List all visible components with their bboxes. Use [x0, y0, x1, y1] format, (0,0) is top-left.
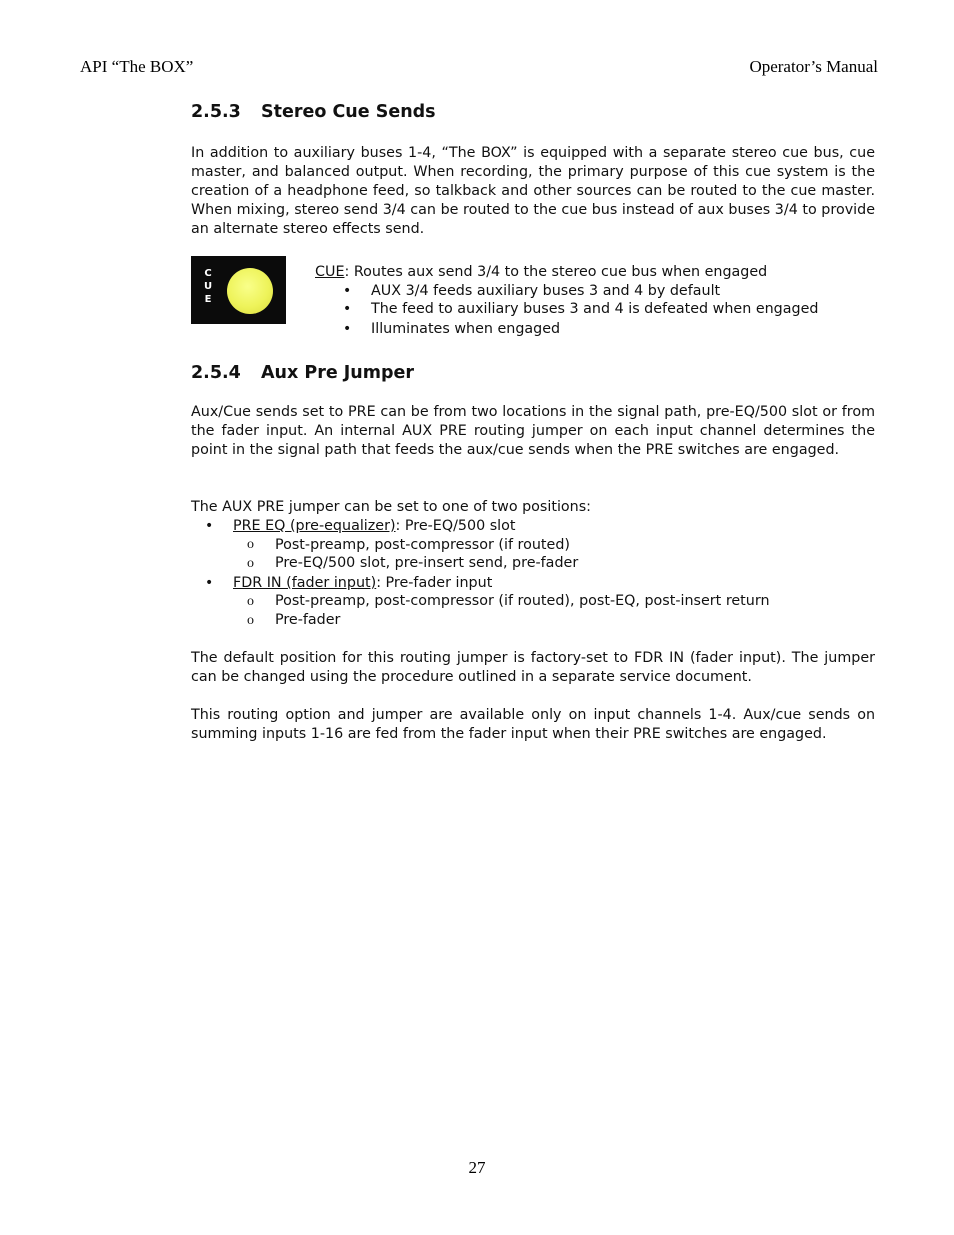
availability-paragraph: This routing option and jumper are available only on input channels 1-4. Aux/cue sends on summing inputs 1-16 are fed from the fader input when their PRE switches are engaged. [191, 707, 875, 742]
cue-button-letters: C U E [203, 268, 213, 305]
cue-desc-text: : Routes aux send 3/4 to the stereo cue bus when engaged [344, 264, 768, 280]
cue-bullet-item: Illuminates when engaged [371, 321, 561, 337]
section-heading-stereo-cue-sends [191, 102, 436, 122]
aux-pre-paragraph: Aux/Cue sends set to PRE can be from two locations in the signal path, pre-EQ/500 slot or from the fader input. An internal AUX PRE routing jumper on each input channel determines the point in the signal path that feeds the aux/cue sends when the PRE switches are engaged. [191, 404, 875, 458]
section-number: 2.5.4 [191, 363, 241, 383]
cue-bullet-item: The feed to auxiliary buses 3 and 4 is defeated when engaged [371, 301, 819, 317]
sub-bullet-icon: o [247, 556, 254, 571]
position-sub-item: Pre-EQ/500 slot, pre-insert send, pre-fader [275, 555, 579, 571]
bullet-icon: • [343, 301, 352, 317]
sub-bullet-icon: o [247, 613, 254, 628]
position-label: FDR IN (fader input) [233, 575, 377, 591]
bullet-icon: • [343, 321, 352, 337]
position-pre-eq [233, 517, 516, 536]
position-desc: : Pre-EQ/500 slot [395, 518, 516, 534]
position-fdr-in [233, 574, 492, 593]
cue-label: CUE [315, 264, 345, 280]
cue-button-image [191, 256, 286, 324]
sub-bullet-icon: o [247, 537, 254, 552]
running-header-title: API “The BOX” [80, 57, 194, 76]
bullet-icon: • [343, 283, 352, 299]
section-heading-aux-pre-jumper [191, 363, 414, 383]
running-header-manual: Operator’s Manual [749, 57, 878, 76]
position-sub-item: Post-preamp, post-compressor (if routed) [275, 537, 570, 553]
position-label: PRE EQ (pre-equalizer) [233, 518, 396, 534]
cue-lamp-icon [227, 268, 273, 314]
bullet-icon: • [205, 575, 214, 591]
section-title: Aux Pre Jumper [261, 363, 415, 383]
default-position-paragraph: The default position for this routing jumper is factory-set to FDR IN (fader input). The jumper can be changed using the procedure outlined in a separate service document. [191, 650, 875, 685]
position-desc: : Pre-fader input [376, 575, 493, 591]
position-sub-item: Pre-fader [275, 612, 341, 628]
jumper-positions-intro: The AUX PRE jumper can be set to one of two positions: [191, 499, 591, 515]
cue-description [315, 263, 767, 282]
bullet-icon: • [205, 518, 214, 534]
cue-bullet-item: AUX 3/4 feeds auxiliary buses 3 and 4 by default [371, 283, 721, 299]
sub-bullet-icon: o [247, 594, 254, 609]
section-number: 2.5.3 [191, 102, 241, 122]
stereo-cue-paragraph: In addition to auxiliary buses 1-4, “The BOX” is equipped with a separate stereo cue bus, cue master, and balanced output. When recording, the primary purpose of this cue system is the creation of a headphone feed, so talkback and other sources can be routed to the cue master. When mixing, stereo send 3/4 can be routed to the cue bus instead of aux buses 3/4 to provide an alternate stereo effects send. [191, 145, 875, 237]
section-title: Stereo Cue Sends [261, 102, 436, 122]
page-number: 27 [468, 1158, 486, 1177]
position-sub-item: Post-preamp, post-compressor (if routed), post-EQ, post-insert return [275, 593, 770, 609]
